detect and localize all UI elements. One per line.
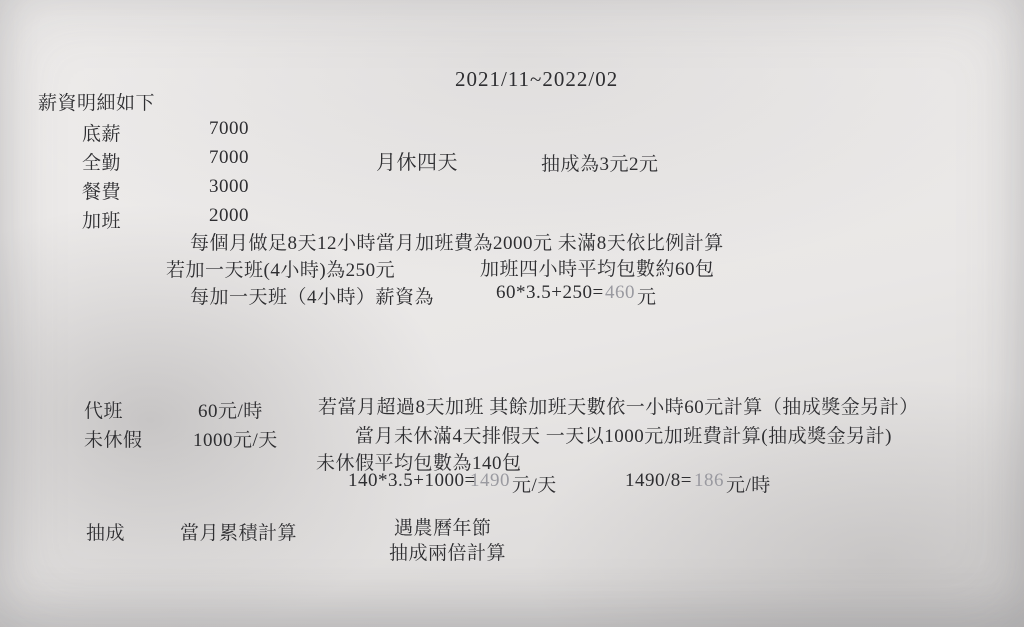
- overtime-formula-result: 460: [605, 282, 635, 303]
- unused-leave-formula-unit: 元/天: [512, 475, 557, 496]
- overtime-formula-unit: 元: [637, 287, 657, 308]
- salary-item-label: 餐費: [82, 182, 122, 203]
- unused-leave-note: 未休假平均包數為140包: [316, 453, 522, 474]
- salary-item-amount: 7000: [209, 118, 249, 139]
- salary-item-amount: 3000: [209, 176, 249, 197]
- unused-leave-formula-expression: 140*3.5+1000=: [348, 470, 476, 491]
- overtime-rule: 每個月做足8天12小時當月加班費為2000元 未滿8天依比例計算: [190, 233, 724, 254]
- hourly-formula-expression: 1490/8=: [625, 470, 692, 491]
- overtime-rule: 若加一天班(4小時)為250元: [166, 260, 396, 281]
- substitute-label: 代班: [84, 401, 124, 422]
- salary-item-amount: 2000: [209, 205, 249, 226]
- hourly-formula-result: 186: [694, 470, 724, 491]
- commission-label: 抽成: [86, 523, 126, 544]
- substitute-label: 未休假: [84, 430, 143, 451]
- commission-note-line2: 抽成兩倍計算: [389, 543, 507, 564]
- salary-item-label: 底薪: [82, 124, 122, 145]
- commission-note-line1: 遇農曆年節: [394, 518, 492, 539]
- overtime-formula-prefix: 每加一天班（4小時）薪資為: [190, 287, 435, 308]
- substitute-rate: 60元/時: [198, 401, 263, 422]
- substitute-note: 若當月超過8天加班 其餘加班天數依一小時60元計算（抽成獎金另計）: [318, 397, 919, 418]
- monthly-rest-note: 月休四天: [376, 152, 458, 174]
- salary-item-amount: 7000: [209, 147, 249, 168]
- salary-item-label: 全勤: [82, 153, 122, 174]
- overtime-rule: 加班四小時平均包數約60包: [480, 259, 715, 280]
- overtime-formula-expression: 60*3.5+250=: [496, 282, 604, 303]
- document-title: 2021/11~2022/02: [455, 67, 619, 91]
- hourly-formula-unit: 元/時: [726, 475, 771, 496]
- header-note: 薪資明細如下: [38, 93, 156, 114]
- salary-item-label: 加班: [82, 211, 122, 232]
- substitute-rate: 1000元/天: [193, 430, 278, 451]
- commission-note: 抽成為3元2元: [541, 154, 659, 175]
- commission-value: 當月累積計算: [180, 523, 298, 544]
- substitute-note: 當月未休滿4天排假天 一天以1000元加班費計算(抽成獎金另計): [355, 426, 892, 447]
- unused-leave-formula-result: 1490: [470, 470, 510, 491]
